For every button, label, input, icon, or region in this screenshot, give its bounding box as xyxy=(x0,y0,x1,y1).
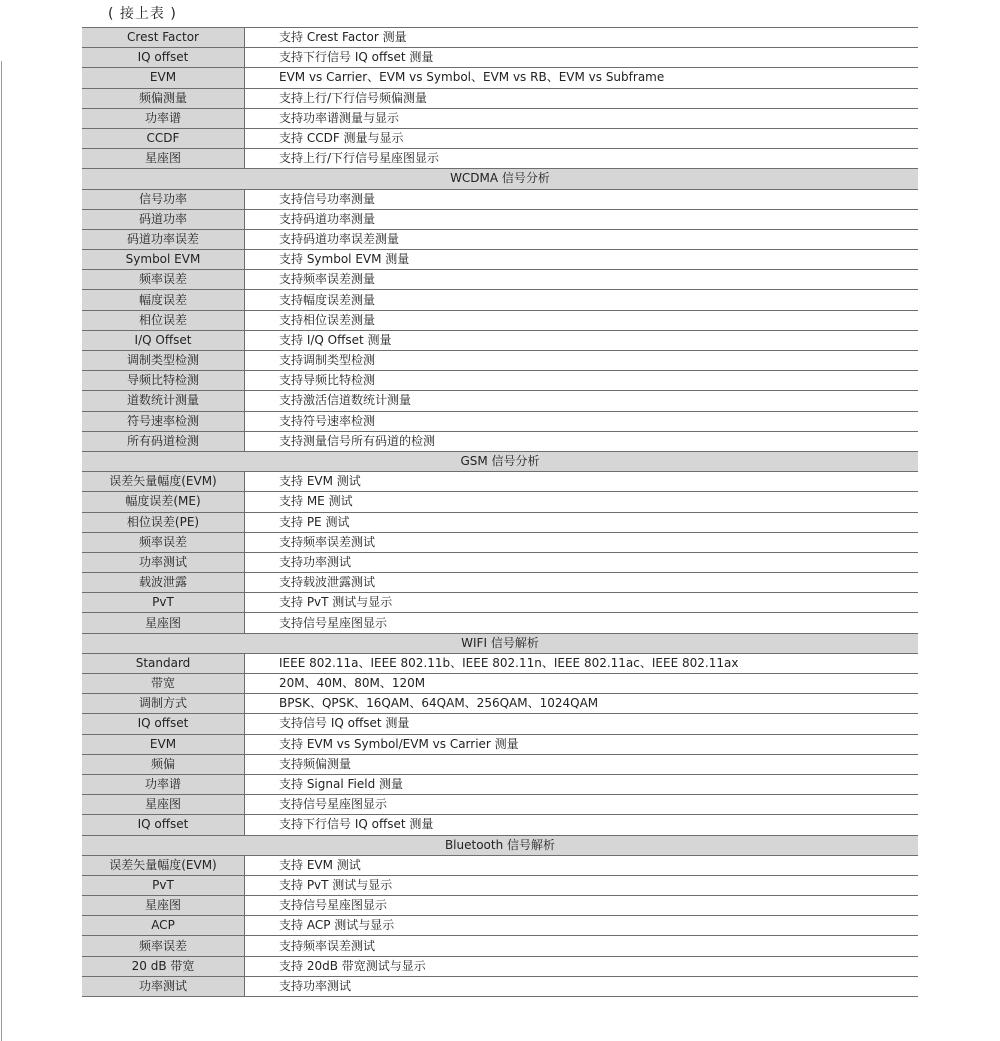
parameter-name-cell: PvT xyxy=(82,875,245,895)
table-row xyxy=(82,593,918,613)
parameter-name-cell: 功率测试 xyxy=(82,552,245,572)
parameter-description-cell: 支持幅度误差测量 xyxy=(245,290,919,310)
parameter-description-cell: 支持功率测试 xyxy=(245,552,919,572)
table-row xyxy=(82,128,918,148)
table-row xyxy=(82,250,918,270)
parameter-description-cell: 支持激活信道数统计测量 xyxy=(245,391,919,411)
parameter-description-cell: 支持符号速率检测 xyxy=(245,411,919,431)
table-row xyxy=(82,875,918,895)
parameter-name-cell: 符号速率检测 xyxy=(82,411,245,431)
parameter-description-cell: 支持 EVM vs Symbol/EVM vs Carrier 测量 xyxy=(245,734,919,754)
parameter-name-cell: 所有码道检测 xyxy=(82,431,245,451)
table-row xyxy=(82,815,918,835)
parameter-description-cell: 支持导频比特检测 xyxy=(245,371,919,391)
parameter-description-cell: 支持功率谱测量与显示 xyxy=(245,108,919,128)
parameter-name-cell: 星座图 xyxy=(82,149,245,169)
parameter-name-cell: 频率误差 xyxy=(82,270,245,290)
parameter-name-cell: 误差矢量幅度(EVM) xyxy=(82,855,245,875)
table-row xyxy=(82,573,918,593)
table-row xyxy=(82,229,918,249)
section-title-text: GSM 信号分析 xyxy=(460,454,540,469)
section-title xyxy=(82,451,918,471)
parameter-name-cell: 调制类型检测 xyxy=(82,351,245,371)
table-row xyxy=(82,774,918,794)
parameter-description-cell: 支持上行/下行信号星座图显示 xyxy=(245,149,919,169)
parameter-name-cell: 幅度误差 xyxy=(82,290,245,310)
parameter-description-cell: 支持码道功率测量 xyxy=(245,209,919,229)
parameter-name-cell: I/Q Offset xyxy=(82,330,245,350)
parameter-description-cell: 支持测量信号所有码道的检测 xyxy=(245,431,919,451)
table-row xyxy=(82,956,918,976)
table-row xyxy=(82,613,918,633)
parameter-description-cell: 20M、40M、80M、120M xyxy=(245,674,919,694)
parameter-description-cell: 支持 Symbol EVM 测量 xyxy=(245,250,919,270)
parameter-description-cell: 支持 PvT 测试与显示 xyxy=(245,593,919,613)
parameter-description-cell: 支持调制类型检测 xyxy=(245,351,919,371)
table-row xyxy=(82,209,918,229)
section-header-row xyxy=(82,169,918,189)
table-caption: ( 接上表 ) xyxy=(108,6,177,22)
section-title xyxy=(82,633,918,653)
section-title xyxy=(82,169,918,189)
parameter-description-cell: 支持 I/Q Offset 测量 xyxy=(245,330,919,350)
parameter-description-cell: 支持 Signal Field 测量 xyxy=(245,774,919,794)
parameter-name-cell: 相位误差(PE) xyxy=(82,512,245,532)
table-row xyxy=(82,330,918,350)
parameter-description-cell: 支持信号星座图显示 xyxy=(245,613,919,633)
parameter-description-cell: 支持 PE 测试 xyxy=(245,512,919,532)
table-row xyxy=(82,552,918,572)
page-margin-rule xyxy=(1,61,2,1041)
parameter-name-cell: Crest Factor xyxy=(82,28,245,48)
parameter-name-cell: ACP xyxy=(82,916,245,936)
parameter-name-cell: 星座图 xyxy=(82,896,245,916)
parameter-name-cell: 频偏测量 xyxy=(82,88,245,108)
table-row xyxy=(82,936,918,956)
parameter-description-cell: 支持上行/下行信号频偏测量 xyxy=(245,88,919,108)
table-row xyxy=(82,512,918,532)
parameter-name-cell: 频偏 xyxy=(82,754,245,774)
table-row xyxy=(82,754,918,774)
parameter-name-cell: IQ offset xyxy=(82,48,245,68)
table-row xyxy=(82,916,918,936)
section-title xyxy=(82,835,918,855)
parameter-description-cell: 支持 EVM 测试 xyxy=(245,472,919,492)
parameter-description-cell: BPSK、QPSK、16QAM、64QAM、256QAM、1024QAM xyxy=(245,694,919,714)
parameter-description-cell: 支持载波泄露测试 xyxy=(245,573,919,593)
parameter-name-cell: 频率误差 xyxy=(82,532,245,552)
parameter-description-cell: 支持码道功率误差测量 xyxy=(245,229,919,249)
table-row xyxy=(82,976,918,996)
table-row xyxy=(82,48,918,68)
table-row xyxy=(82,88,918,108)
parameter-description-cell: 支持 Crest Factor 测量 xyxy=(245,28,919,48)
parameter-description-cell: 支持频偏测量 xyxy=(245,754,919,774)
table-row xyxy=(82,310,918,330)
parameter-description-cell: 支持信号功率测量 xyxy=(245,189,919,209)
table-row xyxy=(82,855,918,875)
parameter-description-cell: IEEE 802.11a、IEEE 802.11b、IEEE 802.11n、IEEE 802.11ac、IEEE 802.11ax xyxy=(245,653,919,673)
table-row xyxy=(82,371,918,391)
table-row xyxy=(82,391,918,411)
table-row xyxy=(82,472,918,492)
table-row xyxy=(82,108,918,128)
parameter-description-cell: 支持信号星座图显示 xyxy=(245,795,919,815)
table-row xyxy=(82,351,918,371)
parameter-description-cell: 支持频率误差测试 xyxy=(245,936,919,956)
spec-table-body xyxy=(82,28,918,997)
section-header-row xyxy=(82,633,918,653)
table-row xyxy=(82,896,918,916)
parameter-description-cell: 支持 EVM 测试 xyxy=(245,855,919,875)
table-row xyxy=(82,653,918,673)
parameter-name-cell: Symbol EVM xyxy=(82,250,245,270)
parameter-description-cell: EVM vs Carrier、EVM vs Symbol、EVM vs RB、EVM vs Subframe xyxy=(245,68,919,88)
parameter-name-cell: 星座图 xyxy=(82,795,245,815)
parameter-description-cell: 支持信号星座图显示 xyxy=(245,896,919,916)
parameter-name-cell: 功率谱 xyxy=(82,774,245,794)
section-title-text: WIFI 信号解析 xyxy=(461,635,539,650)
parameter-name-cell: 星座图 xyxy=(82,613,245,633)
parameter-description-cell: 支持下行信号 IQ offset 测量 xyxy=(245,815,919,835)
section-title-text: WCDMA 信号分析 xyxy=(450,171,550,186)
section-title-text: Bluetooth 信号解析 xyxy=(444,837,556,852)
parameter-name-cell: 信号功率 xyxy=(82,189,245,209)
parameter-description-cell: 支持 CCDF 测量与显示 xyxy=(245,128,919,148)
parameter-name-cell: 载波泄露 xyxy=(82,573,245,593)
parameter-description-cell: 支持频率误差测试 xyxy=(245,532,919,552)
parameter-name-cell: CCDF xyxy=(82,128,245,148)
parameter-name-cell: EVM xyxy=(82,68,245,88)
parameter-name-cell: IQ offset xyxy=(82,714,245,734)
parameter-name-cell: 调制方式 xyxy=(82,694,245,714)
table-row xyxy=(82,492,918,512)
parameter-name-cell: 20 dB 带宽 xyxy=(82,956,245,976)
table-row xyxy=(82,795,918,815)
parameter-name-cell: 幅度误差(ME) xyxy=(82,492,245,512)
parameter-name-cell: 功率谱 xyxy=(82,108,245,128)
parameter-name-cell: EVM xyxy=(82,734,245,754)
parameter-description-cell: 支持 ACP 测试与显示 xyxy=(245,916,919,936)
table-row xyxy=(82,532,918,552)
section-header-row xyxy=(82,451,918,471)
parameter-description-cell: 支持频率误差测量 xyxy=(245,270,919,290)
table-row xyxy=(82,189,918,209)
table-row xyxy=(82,68,918,88)
parameter-description-cell: 支持 20dB 带宽测试与显示 xyxy=(245,956,919,976)
table-row xyxy=(82,431,918,451)
parameter-name-cell: PvT xyxy=(82,593,245,613)
parameter-description-cell: 支持信号 IQ offset 测量 xyxy=(245,714,919,734)
table-row xyxy=(82,290,918,310)
parameter-name-cell: 导频比特检测 xyxy=(82,371,245,391)
parameter-name-cell: 误差矢量幅度(EVM) xyxy=(82,472,245,492)
parameter-description-cell: 支持 PvT 测试与显示 xyxy=(245,875,919,895)
table-row xyxy=(82,411,918,431)
parameter-description-cell: 支持下行信号 IQ offset 测量 xyxy=(245,48,919,68)
parameter-name-cell: Standard xyxy=(82,653,245,673)
parameter-description-cell: 支持相位误差测量 xyxy=(245,310,919,330)
parameter-name-cell: 功率测试 xyxy=(82,976,245,996)
table-row xyxy=(82,734,918,754)
parameter-name-cell: IQ offset xyxy=(82,815,245,835)
parameter-name-cell: 相位误差 xyxy=(82,310,245,330)
table-row xyxy=(82,149,918,169)
table-row xyxy=(82,714,918,734)
parameter-description-cell: 支持 ME 测试 xyxy=(245,492,919,512)
table-row xyxy=(82,674,918,694)
parameter-name-cell: 码道功率误差 xyxy=(82,229,245,249)
parameter-name-cell: 码道功率 xyxy=(82,209,245,229)
parameter-description-cell: 支持功率测试 xyxy=(245,976,919,996)
spec-table xyxy=(82,27,918,997)
parameter-name-cell: 频率误差 xyxy=(82,936,245,956)
table-row xyxy=(82,28,918,48)
section-header-row xyxy=(82,835,918,855)
table-row xyxy=(82,694,918,714)
table-row xyxy=(82,270,918,290)
parameter-name-cell: 道数统计测量 xyxy=(82,391,245,411)
parameter-name-cell: 带宽 xyxy=(82,674,245,694)
